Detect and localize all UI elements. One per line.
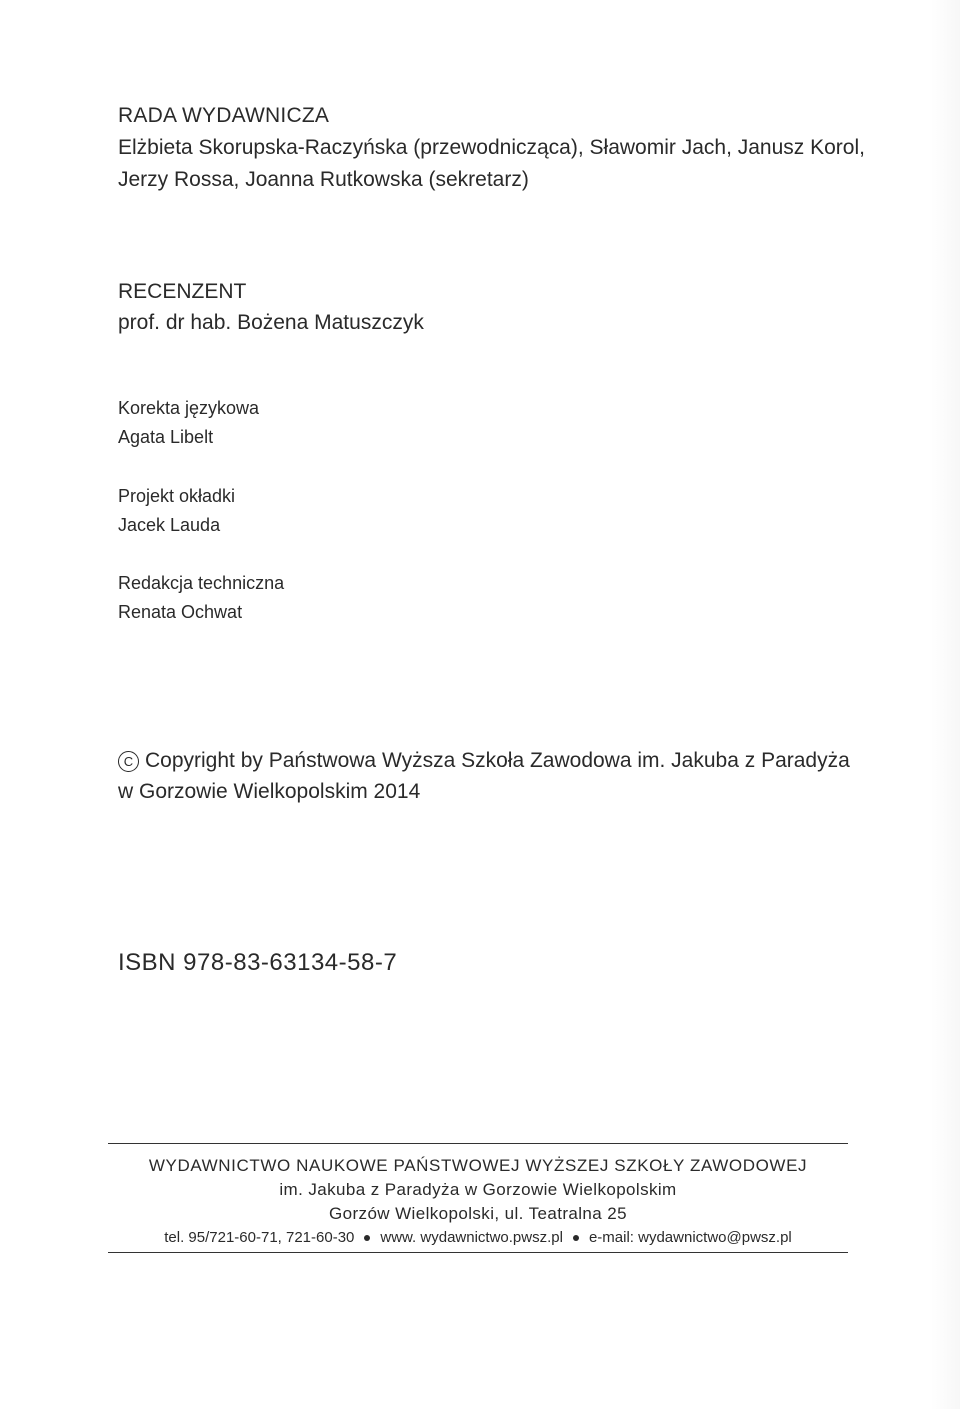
- copyright-icon: C: [118, 751, 139, 772]
- credit-proofreading-name: Agata Libelt: [118, 427, 214, 447]
- bullet-icon: [364, 1235, 370, 1241]
- copyright-notice: [118, 745, 850, 807]
- editorial-board-heading: RADA WYDAWNICZA: [118, 104, 330, 127]
- publisher-name: WYDAWNICTWO NAUKOWE PAŃSTWOWEJ WYŻSZEJ SZKOŁY ZAWODOWEJ: [148, 1156, 808, 1175]
- editorial-board: [118, 100, 865, 196]
- credit-proofreading: [118, 394, 259, 452]
- publisher-address: Gorzów Wielkopolski, ul. Teatralna 25: [329, 1204, 627, 1223]
- reviewer-heading: RECENZENT: [118, 280, 247, 303]
- bullet-icon: [573, 1235, 579, 1241]
- isbn: [118, 946, 397, 980]
- credit-cover-design-name: Jacek Lauda: [118, 515, 221, 535]
- credit-proofreading-label: Korekta językowa: [118, 398, 260, 418]
- publisher-tel: tel. 95/721-60-71, 721-60-30: [164, 1229, 355, 1246]
- publisher-line-2: im. Jakuba z Paradyża w Gorzowie Wielkopolskim: [279, 1180, 677, 1199]
- credit-technical-editing-label: Redakcja techniczna: [118, 573, 285, 593]
- credit-cover-design-label: Projekt okładki: [118, 486, 236, 506]
- editorial-board-members-line-1: Elżbieta Skorupska-Raczyńska (przewodnicząca), Sławomir Jach, Janusz Korol,: [118, 136, 865, 159]
- credit-technical-editing: [118, 569, 284, 627]
- reviewer: [118, 276, 424, 338]
- page-edge-shadow: [930, 0, 960, 1409]
- credit-technical-editing-name: Renata Ochwat: [118, 602, 243, 622]
- publisher-email: e-mail: wydawnictwo@pwsz.pl: [588, 1229, 792, 1246]
- publisher-box: [108, 1143, 848, 1253]
- publisher-contact: [108, 1226, 848, 1250]
- copyright-text-1: Copyright by Państwowa Wyższa Szkoła Zawodowa im. Jakuba z Paradyża: [145, 749, 850, 772]
- credit-cover-design: [118, 482, 235, 540]
- reviewer-name: prof. dr hab. Bożena Matuszczyk: [118, 311, 424, 334]
- editorial-board-members-line-2: Jerzy Rossa, Joanna Rutkowska (sekretarz): [118, 168, 529, 191]
- copyright-line-2: w Gorzowie Wielkopolskim 2014: [118, 780, 421, 803]
- publisher-www: www. wydawnictwo.pwsz.pl: [380, 1229, 563, 1246]
- isbn-text: ISBN 978-83-63134-58-7: [118, 949, 398, 976]
- copyright-line-1: [118, 745, 850, 776]
